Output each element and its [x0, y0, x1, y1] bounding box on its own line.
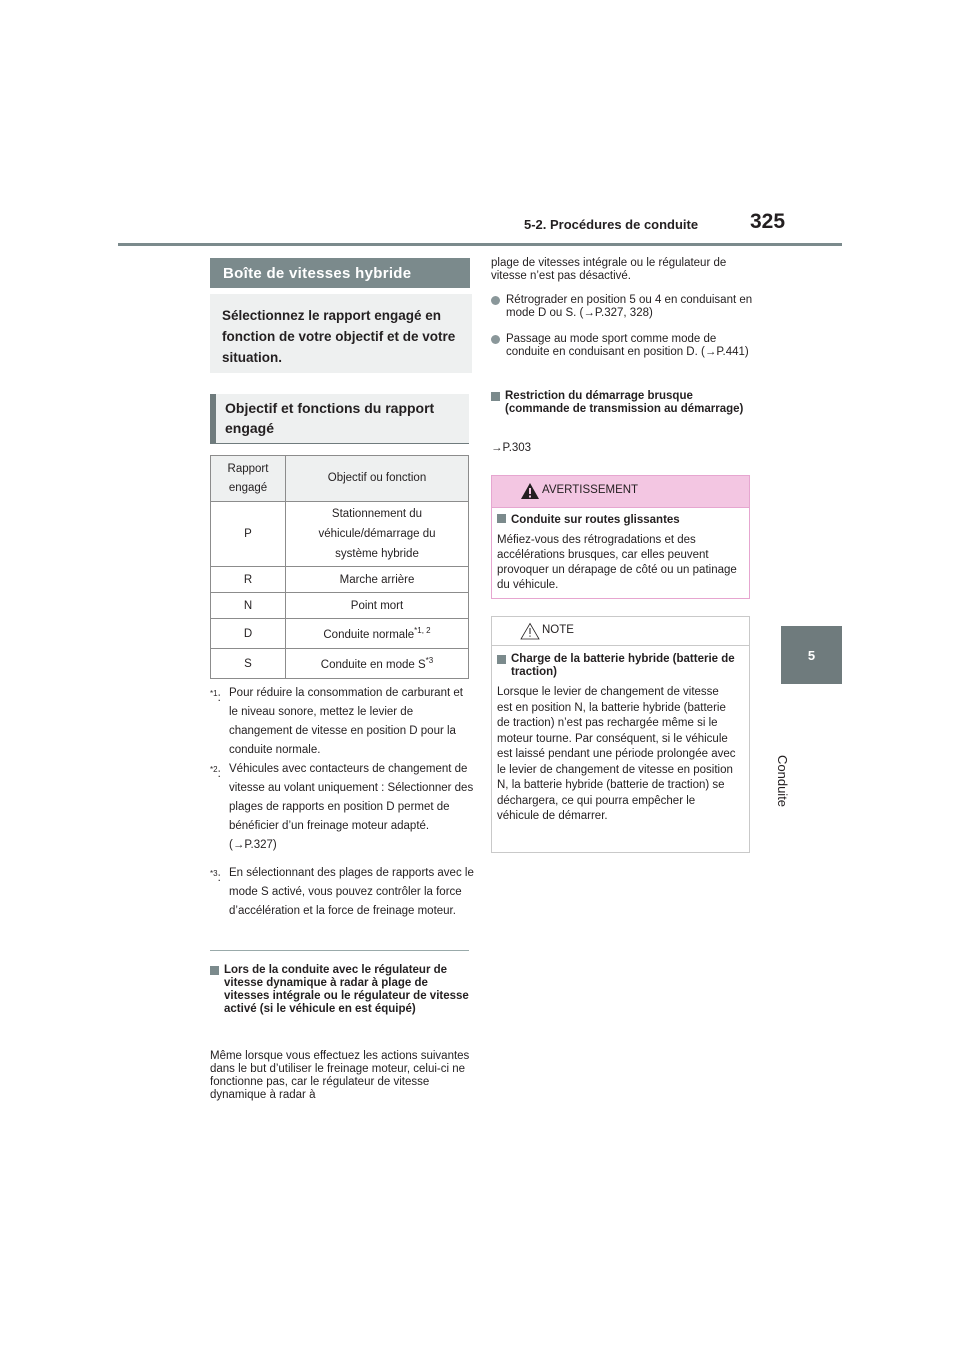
gear-cell: N [211, 593, 286, 619]
footnote-mark: $^{*1}$: [210, 689, 221, 704]
circle-bullet-icon [491, 335, 500, 344]
subsection-heading: Objectif et fonctions du rapport engagé [210, 394, 469, 444]
section-banner: Boîte de vitesses hybride [210, 258, 470, 288]
table-row [211, 567, 469, 593]
bullet-item [491, 294, 753, 320]
warning-triangle-icon [520, 482, 540, 500]
restriction-ref: →P.303 [491, 442, 532, 454]
square-bullet-icon [497, 655, 506, 664]
warning-title: AVERTISSEMENT [542, 484, 639, 496]
gear-cell: S [211, 649, 286, 679]
table-row [211, 502, 469, 567]
function-cell [286, 502, 469, 567]
warning-body [492, 508, 749, 593]
gear-cell: P [211, 502, 286, 567]
table-row [211, 649, 469, 679]
note-box [491, 616, 750, 853]
restriction-heading: Restriction du démarrage brusque (commande de transmission au démarrage) [505, 390, 744, 415]
footnote-text: Véhicules avec contacteurs de changement de vitesse au volant uniquement : Sélectionner des plages de rapports en position D permet de bénéficier d’un freinage moteur adapté. (→P.327) [229, 763, 474, 851]
divider [210, 950, 469, 951]
warning-header [492, 476, 749, 508]
chapter-label-wrap [775, 700, 812, 808]
function-text: Conduite normale [323, 628, 415, 641]
note-body [492, 646, 749, 825]
square-bullet-icon [210, 966, 219, 975]
restriction-heading-block [491, 390, 753, 416]
bullet-text: Passage au mode sport comme mode de conduite en conduisant en position D. (→P.441) [506, 333, 749, 358]
table-row [211, 619, 469, 649]
bullet-item [491, 333, 753, 359]
warning-text: Méfiez-vous des rétrogradations et des accélérations brusques, car elles peuvent provoquer un dérapage de côté ou un patinage du véhicule. [497, 534, 737, 591]
function-cell: Marche arrière [286, 567, 469, 593]
footnote-mark: $^{*2}$: [210, 765, 221, 780]
function-text: Stationnement du véhicule/démarrage du système hybride [318, 508, 436, 560]
square-bullet-icon [491, 392, 500, 401]
intro-box: Sélectionnez le rapport engagé en fonction de votre objectif et de votre situation. [210, 294, 472, 373]
gear-cell: D [211, 619, 286, 649]
gear-table [210, 455, 469, 679]
footnote-ref: *1, 2 [414, 626, 431, 636]
footnote-text: En sélectionnant des plages de rapports avec le mode S activé, vous pouvez contrôler la force d’accélération et la force de freinage moteur. [229, 867, 474, 917]
chapter-label: Conduite [775, 755, 790, 808]
table-header-function: Objectif ou fonction [286, 456, 469, 502]
footnote-mark: $^{*3}$: [210, 869, 221, 884]
function-cell: Point mort [286, 593, 469, 619]
warning-heading-line [497, 514, 741, 527]
continuation-text: plage de vitesses intégrale ou le régulateur de vitesse n’est pas désactivé. [491, 257, 727, 282]
caution-triangle-icon [520, 622, 540, 640]
note-header [492, 617, 749, 646]
note-text: Lorsque le levier de changement de vitesse est en position N, la batterie hybride (batterie de traction) n’est pas rechargée même si le moteur tourne. Par conséquent, si le véhicule est laissé pendant une période prolongée avec le levier de changement de vitesse en position N, la batterie hybride (batterie de traction) se déchargera, ce qui pourra empêcher le véhicule de démarrer. [497, 686, 736, 822]
note-title: NOTE [542, 624, 574, 636]
chapter-tab: 5 [781, 626, 842, 684]
gear-cell: R [211, 567, 286, 593]
table-header-row [211, 456, 469, 502]
regulator-text: Même lorsque vous effectuez les actions suivantes dans le but d’utiliser le freinage moteur, celui-ci ne fonctionne pas, car le régulateur de vitesse dynamique à radar à [210, 1050, 470, 1101]
regulator-heading: Lors de la conduite avec le régulateur de vitesse dynamique à radar à plage de vitesses intégrale ou le régulateur de vitesse activé (si le véhicule en est équipé) [224, 964, 469, 1015]
square-bullet-icon [497, 514, 506, 523]
header-rule [118, 243, 842, 246]
function-cell [286, 649, 469, 679]
function-text: Conduite en mode S [320, 658, 426, 671]
footnote-mark-text: *3 [210, 869, 218, 878]
warning-box [491, 475, 750, 599]
bullet-text: Rétrograder en position 5 ou 4 en conduisant en mode D ou S. (→P.327, 328) [506, 294, 753, 319]
footnote-mark-text: *1 [210, 689, 218, 698]
table-row [211, 593, 469, 619]
table-header-gear [211, 456, 286, 502]
warning-heading: Conduite sur routes glissantes [511, 514, 680, 526]
circle-bullet-icon [491, 296, 500, 305]
footnote-mark-text: *2 [210, 765, 218, 774]
function-cell [286, 619, 469, 649]
regulator-heading-block [210, 964, 472, 1016]
footnote-ref: *3 [425, 656, 434, 666]
section-title: 5-2. Procédures de conduite [524, 217, 699, 232]
footnote-text: Pour réduire la consommation de carburant et le niveau sonore, mettez le levier de changement de vitesse en position D pour la conduite normale. [229, 687, 463, 756]
header-gear-text: Rapport engagé [227, 462, 269, 494]
page-number: 325 [750, 210, 786, 233]
note-heading-line [497, 653, 741, 679]
note-heading: Charge de la batterie hybride (batterie de traction) [511, 653, 735, 678]
